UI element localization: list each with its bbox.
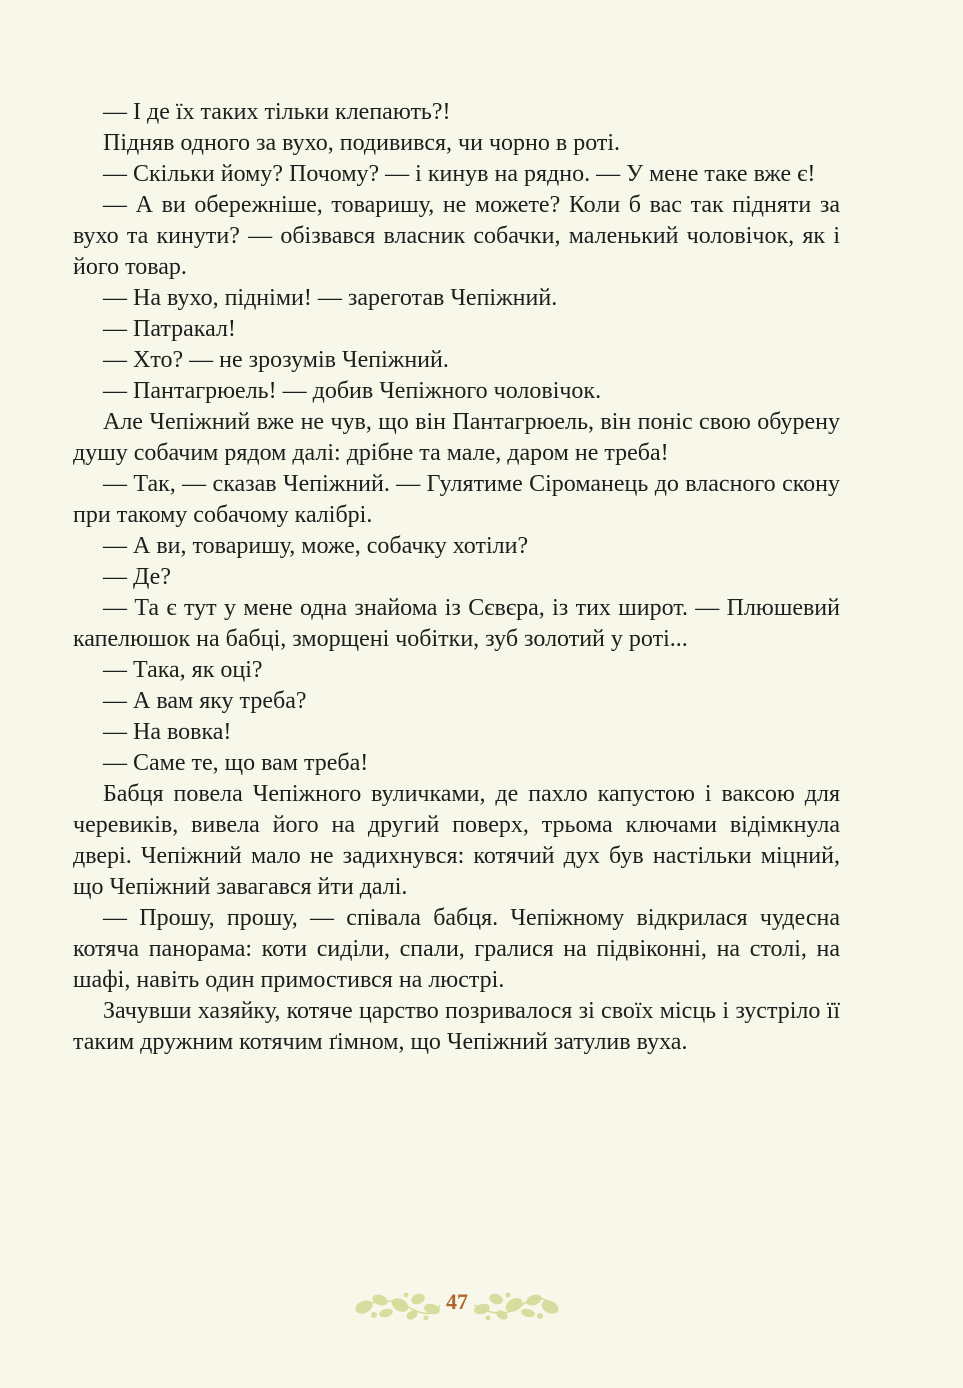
paragraph: — Патракал! bbox=[103, 316, 236, 342]
page-body bbox=[73, 97, 840, 1058]
paragraph: — Саме те, що вам треба! bbox=[103, 750, 369, 776]
paragraph: — Та є тут у мене одна знайома із Сєвєра, із тих широт. — Плюшевий капелюшок на бабці, зморщені чобітки, зуб золотий у роті... bbox=[73, 595, 840, 652]
paragraph: — І де їх таких тільки клепають?! bbox=[103, 99, 451, 125]
paragraph: Зачувши хазяйку, котяче царство позривалося зі своїх місць і зустріло її таким дружним котячим ґімном, що Чепіжний затулив вуха. bbox=[73, 998, 840, 1055]
paragraph: Бабця повела Чепіжного вуличками, де пахло капустою і ваксою для черевиків, вивела його на другий поверх, трьома ключами відімкнула двері. Чепіжний мало не задихнувся: котячий дух був настільки міцний, що Чепіжний завагався йти далі. bbox=[73, 781, 840, 900]
paragraph: — Така, як оці? bbox=[103, 657, 263, 683]
paragraph: Але Чепіжний вже не чув, що він Пантагрюель, він поніс свою обурену душу собачим рядом далі: дрібне та мале, даром не треба! bbox=[73, 409, 840, 466]
paragraph: — Де? bbox=[103, 564, 171, 590]
paragraph: — Прошу, прошу, — співала бабця. Чепіжному відкрилася чудесна котяча панорама: коти сиділи, спали, гралися на підвіконні, на столі, на шафі, навіть один примостився на люстрі. bbox=[73, 905, 840, 993]
paragraph: — На вухо, підніми! — зареготав Чепіжний. bbox=[103, 285, 558, 311]
paragraph: Підняв одного за вухо, подивився, чи чорно в роті. bbox=[103, 130, 621, 156]
page-footer bbox=[352, 1285, 562, 1325]
paragraph: — Скільки йому? Почому? — і кинув на рядно. — У мене таке вже є! bbox=[103, 161, 816, 187]
page-number: 47 bbox=[446, 1289, 468, 1314]
paragraph: — Так, — сказав Чепіжний. — Гулятиме Сіроманець до власного скону при такому собачому калібрі. bbox=[73, 471, 840, 528]
paragraph: — А вам яку треба? bbox=[103, 688, 307, 714]
paragraph: — А ви обережніше, товаришу, не можете? Коли б вас так підняти за вухо та кинути? — обізвався власник собачки, маленький чоловічок, як і його товар. bbox=[73, 192, 840, 280]
paragraph: — Хто? — не зрозумів Чепіжний. bbox=[103, 347, 449, 373]
paragraph: — Пантагрюель! — добив Чепіжного чоловічок. bbox=[103, 378, 602, 404]
paragraph: — На вовка! bbox=[103, 719, 232, 745]
paragraph: — А ви, товаришу, може, собачку хотіли? bbox=[103, 533, 529, 559]
